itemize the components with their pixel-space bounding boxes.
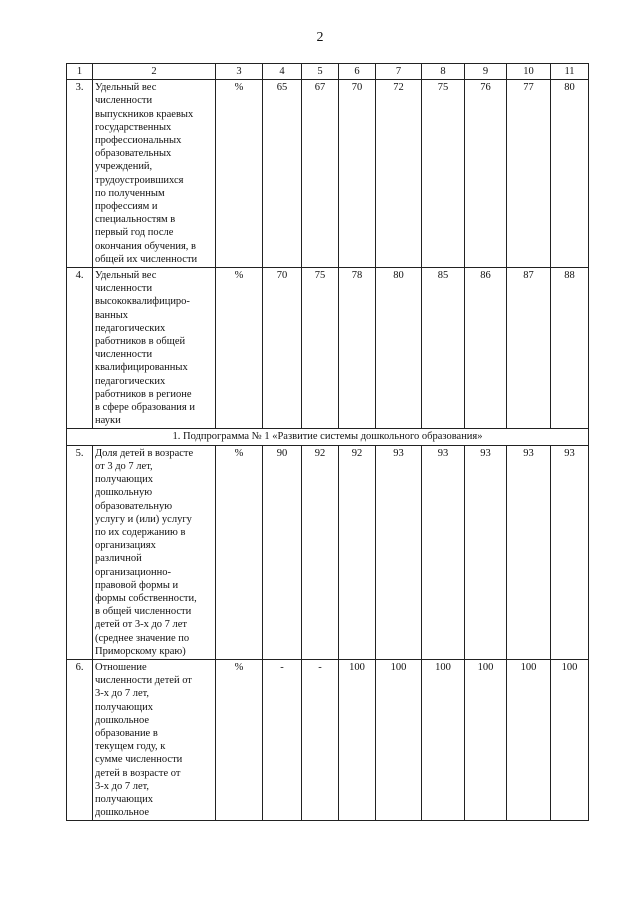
value-cell: 78	[339, 268, 376, 429]
description-line: первый год после	[95, 227, 174, 239]
description-line: численности	[95, 95, 153, 107]
description-line: Удельный вес	[95, 82, 157, 94]
description-line: высококвалифициро-	[95, 296, 190, 308]
section-title: 1. Подпрограмма № 1 «Развитие системы дошкольного образования»	[67, 429, 589, 445]
description-line: работников в регионе	[95, 388, 192, 400]
description-line: в сфере образования и	[95, 402, 196, 414]
indicator-description	[93, 445, 216, 659]
description-line: квалифицированных	[95, 362, 188, 374]
description-line: дошкольное	[95, 807, 150, 819]
description-line: образовательных	[95, 148, 172, 160]
description-line: организациях	[95, 540, 156, 552]
value-cell: 100	[422, 659, 465, 820]
description-line: дошкольное	[95, 714, 150, 726]
value-cell: 93	[465, 445, 507, 659]
description-line: получающих	[95, 793, 153, 805]
value-cell: -	[302, 659, 339, 820]
description-line: сумме численности	[95, 754, 183, 766]
value-cell: 87	[507, 268, 551, 429]
column-number: 2	[93, 64, 216, 80]
value-cell: 100	[339, 659, 376, 820]
description-line: педагогических	[95, 322, 166, 334]
unit-cell: %	[216, 659, 263, 820]
value-cell: 65	[263, 80, 302, 268]
description-line: Доля детей в возрасте	[95, 447, 194, 459]
column-number: 8	[422, 64, 465, 80]
description-line: Удельный вес	[95, 270, 157, 282]
indicators-table	[66, 63, 589, 821]
value-cell: 85	[422, 268, 465, 429]
value-cell: 90	[263, 445, 302, 659]
description-line: общей их численности	[95, 253, 198, 265]
value-cell: 70	[339, 80, 376, 268]
description-line: специальностям в	[95, 214, 176, 226]
value-cell: 88	[551, 268, 589, 429]
value-cell: 100	[465, 659, 507, 820]
header-row	[67, 64, 589, 80]
description-line: от 3 до 7 лет,	[95, 460, 153, 472]
description-line: в общей численности	[95, 606, 192, 618]
value-cell: 100	[551, 659, 589, 820]
description-line: формы собственности,	[95, 592, 197, 604]
table-row	[67, 268, 589, 429]
unit-cell: %	[216, 268, 263, 429]
value-cell: 75	[302, 268, 339, 429]
value-cell: 92	[302, 445, 339, 659]
value-cell: 75	[422, 80, 465, 268]
indicator-description	[93, 80, 216, 268]
value-cell: 72	[376, 80, 422, 268]
description-line: науки	[95, 415, 121, 427]
table-row	[67, 80, 589, 268]
description-line: детей в возрасте от	[95, 767, 181, 779]
table-row	[67, 659, 589, 820]
indicator-description	[93, 659, 216, 820]
description-line: дошкольную	[95, 487, 153, 499]
description-line: ванных	[95, 309, 129, 321]
value-cell: 93	[551, 445, 589, 659]
description-line: по полученным	[95, 187, 165, 199]
column-number: 3	[216, 64, 263, 80]
description-line: педагогических	[95, 375, 166, 387]
description-line: (среднее значение по	[95, 632, 190, 644]
row-number: 6.	[67, 659, 93, 820]
description-line: численности	[95, 349, 153, 361]
description-line: государственных	[95, 121, 172, 133]
value-cell: 100	[376, 659, 422, 820]
value-cell: 92	[339, 445, 376, 659]
value-cell: 67	[302, 80, 339, 268]
row-number: 5.	[67, 445, 93, 659]
description-line: Приморскому краю)	[95, 645, 186, 657]
description-line: трудоустроившихся	[95, 174, 184, 186]
value-cell: 93	[422, 445, 465, 659]
description-line: 3-х до 7 лет,	[95, 688, 150, 700]
column-number: 11	[551, 64, 589, 80]
description-line: выпускников краевых	[95, 108, 194, 120]
description-line: по их содержанию в	[95, 526, 186, 538]
value-cell: 76	[465, 80, 507, 268]
value-cell: 93	[507, 445, 551, 659]
description-line: текущем году, к	[95, 741, 166, 753]
description-line: услугу и (или) услугу	[95, 513, 192, 525]
description-line: образовательную	[95, 500, 173, 512]
unit-cell: %	[216, 80, 263, 268]
page-number: 2	[316, 30, 324, 45]
description-line: профессиям и	[95, 201, 158, 213]
description-line: правовой формы и	[95, 579, 179, 591]
row-number: 3.	[67, 80, 93, 268]
value-cell: 80	[376, 268, 422, 429]
value-cell: 77	[507, 80, 551, 268]
description-line: получающих	[95, 474, 153, 486]
description-line: образование в	[95, 727, 158, 739]
description-line: профессиональных	[95, 135, 182, 147]
description-line: учреждений,	[95, 161, 153, 173]
value-cell: 93	[376, 445, 422, 659]
description-line: организационно-	[95, 566, 171, 578]
column-number: 7	[376, 64, 422, 80]
description-line: получающих	[95, 701, 153, 713]
value-cell: 80	[551, 80, 589, 268]
row-number: 4.	[67, 268, 93, 429]
column-number: 1	[67, 64, 93, 80]
column-number: 4	[263, 64, 302, 80]
value-cell: 70	[263, 268, 302, 429]
column-number: 10	[507, 64, 551, 80]
section-row	[67, 429, 589, 445]
column-number: 9	[465, 64, 507, 80]
column-number: 6	[339, 64, 376, 80]
description-line: окончания обучения, в	[95, 240, 196, 252]
value-cell: 100	[507, 659, 551, 820]
description-line: численности	[95, 283, 153, 295]
description-line: Отношение	[95, 661, 147, 673]
description-line: различной	[95, 553, 142, 565]
description-line: работников в общей	[95, 336, 186, 348]
value-cell: -	[263, 659, 302, 820]
value-cell: 86	[465, 268, 507, 429]
table-row	[67, 445, 589, 659]
unit-cell: %	[216, 445, 263, 659]
indicator-description	[93, 268, 216, 429]
description-line: численности детей от	[95, 675, 192, 687]
column-number: 5	[302, 64, 339, 80]
description-line: детей от 3-х до 7 лет	[95, 619, 188, 631]
description-line: 3-х до 7 лет,	[95, 780, 150, 792]
